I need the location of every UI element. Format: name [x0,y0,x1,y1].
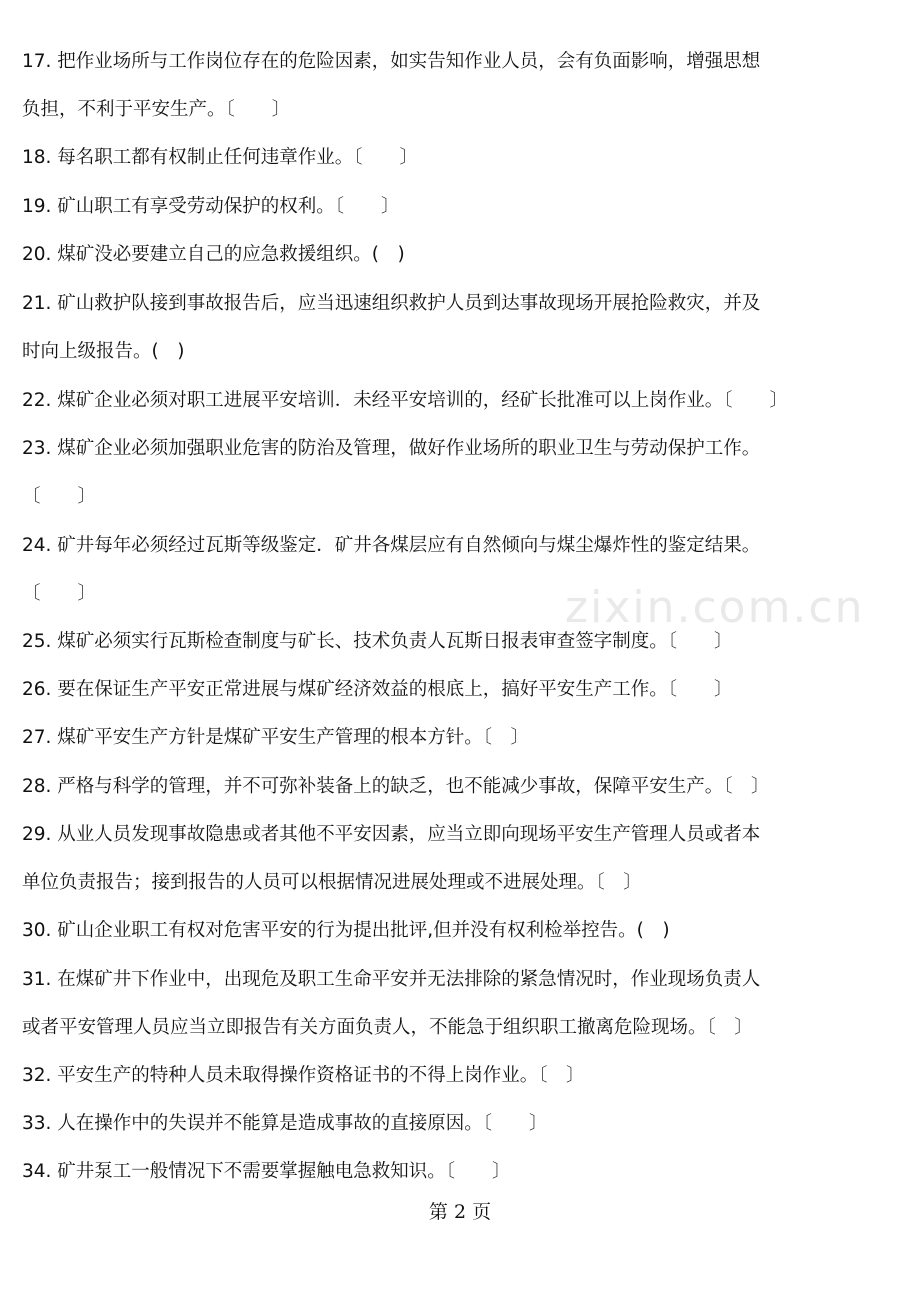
question-21-line-1: 21. 矿山救护队接到事故报告后，应当迅速组织救护人员到达事故现场开展抢险救灾，并及 [22,293,761,314]
question-20: 20. 煤矿没必要建立自己的应急救援组织。( ) [22,244,405,265]
question-28: 28. 严格与科学的管理，并不可弥补装备上的缺乏，也不能减少事故，保障平安生产。〔 〕 [22,776,770,797]
question-31-line-1: 31. 在煤矿井下作业中，出现危及职工生命平安并无法排除的紧急情况时，作业现场负责人 [22,969,761,990]
question-26: 26. 要在保证生产平安正常进展与煤矿经济效益的根底上，搞好平安生产工作。〔 〕 [22,679,733,700]
question-30: 30. 矿山企业职工有权对危害平安的行为提出批评,但并没有权利检举控告。( ) [22,920,670,941]
question-32: 32. 平安生产的特种人员未取得操作资格证书的不得上岗作业。〔 〕 [22,1065,585,1086]
question-29-line-1: 29. 从业人员发现事故隐患或者其他不平安因素，应当立即向现场平安生产管理人员或者本 [22,824,761,845]
question-27: 27. 煤矿平安生产方针是煤矿平安生产管理的根本方针。〔 〕 [22,727,530,748]
question-24-line-1: 24. 矿井每年必须经过瓦斯等级鉴定．矿井各煤层应有自然倾向与煤尘爆炸性的鉴定结果。 [22,535,761,556]
question-34: 34. 矿井泵工一般情况下不需要掌握触电急救知识。〔 〕 [22,1161,511,1182]
question-25: 25. 煤矿必须实行瓦斯检查制度与矿长、技术负责人瓦斯日报表审查签字制度。〔 〕 [22,631,733,652]
question-29-line-2: 单位负责报告；接到报告的人员可以根据情况进展处理或不进展处理。〔 〕 [22,872,642,893]
question-23-line-2: 〔 〕 [22,486,97,507]
question-17-line-2: 负担，不利于平安生产。〔 〕 [22,99,291,120]
question-19: 19. 矿山职工有享受劳动保护的权利。〔 〕 [22,196,400,217]
question-31-line-2: 或者平安管理人员应当立即报告有关方面负责人，不能急于组织职工撤离危险现场。〔 〕 [22,1017,753,1038]
question-18: 18. 每名职工都有权制止任何违章作业。〔 〕 [22,147,419,168]
question-17-line-1: 17. 把作业场所与工作岗位存在的危险因素，如实告知作业人员，会有负面影响，增强思想 [22,51,761,72]
question-33: 33. 人在操作中的失误并不能算是造成事故的直接原因。〔 〕 [22,1113,548,1134]
question-24-line-2: 〔 〕 [22,583,97,604]
page-number: 第 2 页 [428,1201,492,1223]
watermark: zixin.com.cn [565,582,865,633]
question-21-line-2: 时向上级报告。( ) [22,341,185,362]
question-22: 22. 煤矿企业必须对职工进展平安培训．未经平安培训的，经矿长批准可以上岗作业。〔 〕 [22,390,789,411]
question-23-line-1: 23. 煤矿企业必须加强职业危害的防治及管理，做好作业场所的职业卫生与劳动保护工作。 [22,438,761,459]
